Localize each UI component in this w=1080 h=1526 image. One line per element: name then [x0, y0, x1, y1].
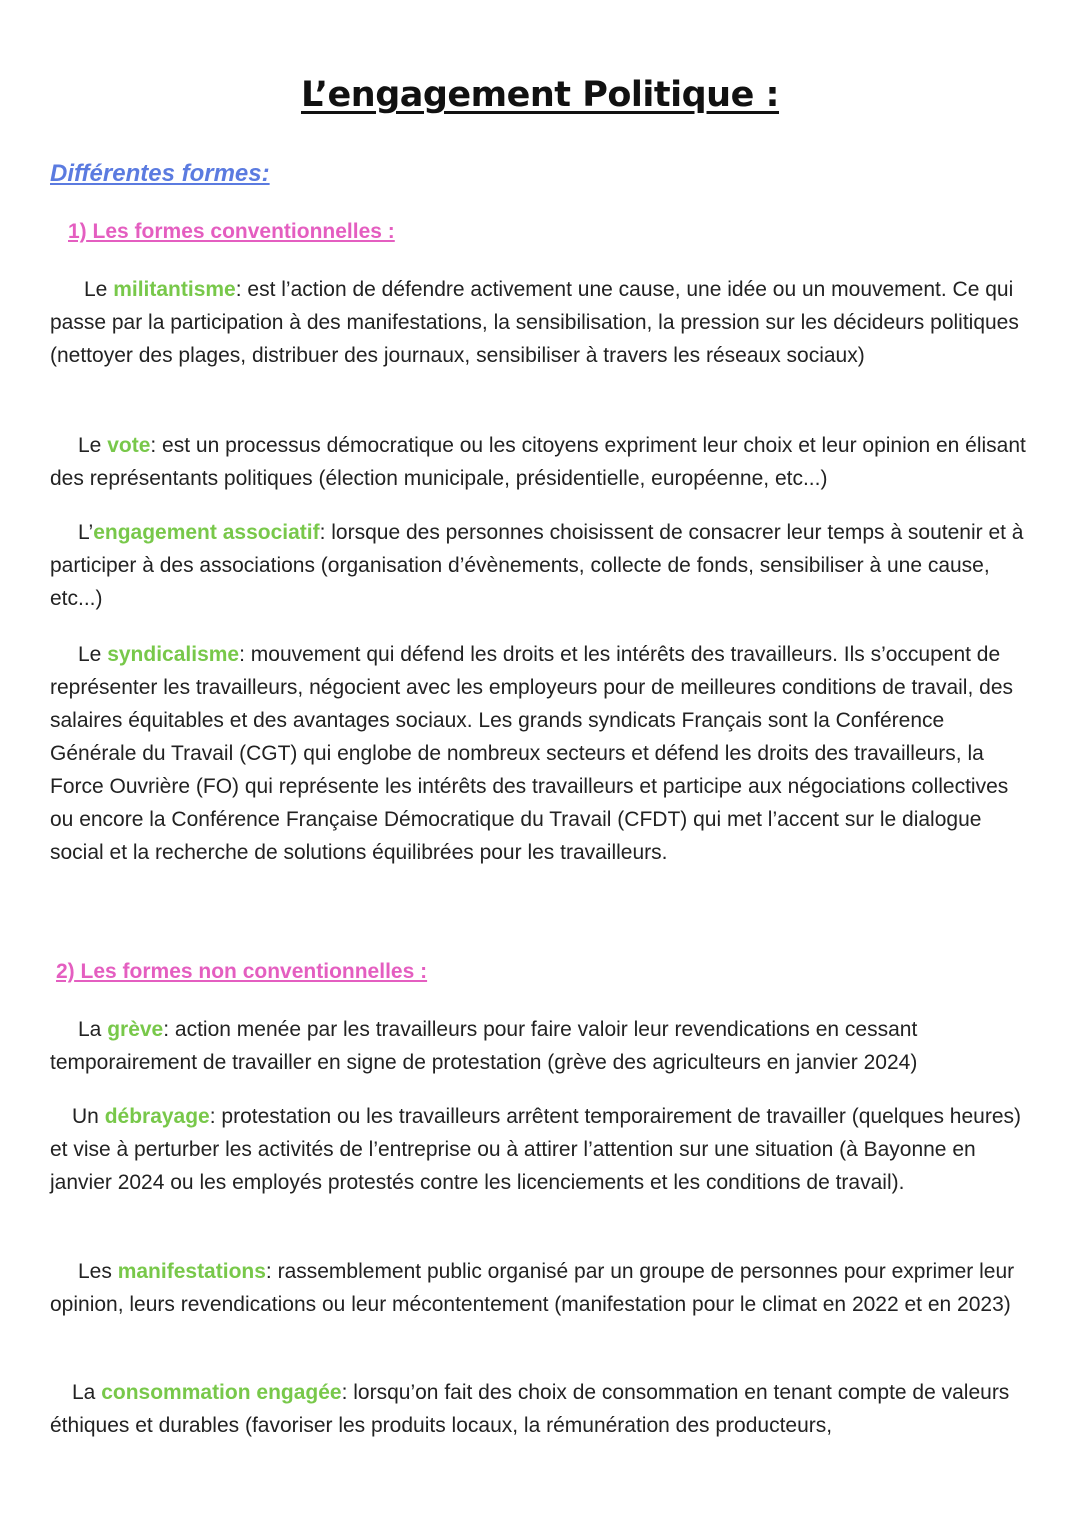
definition-text: : lorsque des personnes choisissent de consacrer leur temps à soutenir et à participer à des associations (organisation d’évènements, collecte de fonds, sensibiliser à une cause, etc...) [50, 521, 1024, 610]
lead-word: Le [78, 434, 108, 457]
subheading-number: 2) [56, 960, 75, 983]
keyword-debrayage: débrayage [104, 1105, 210, 1128]
paragraph-debrayage [50, 1100, 1035, 1199]
lead-word: Le [78, 643, 108, 666]
lead-word: Les [78, 1260, 118, 1283]
keyword-greve: grève [107, 1018, 164, 1041]
definition-text: : mouvement qui défend les droits et les intérêts des travailleurs. Ils s’occupent de représenter les travailleurs, négocient avec les employeurs pour de meilleures conditions de travail, des salaires équitables et des avantages sociaux. Les grands syndicats Français sont la Conférence Générale du Travail (CGT) qui englobe de nombreux secteurs et défend les droits des travailleurs, la Force Ouvrière (FO) qui représente les intérêts des travailleurs et participe aux négociations collectives ou encore la Conférence Française Démocratique du Travail (CFDT) qui met l’accent sur le dialogue social et la recherche de solutions équilibrées pour les travailleurs. [50, 643, 1013, 864]
lead-word: La [72, 1381, 102, 1404]
paragraph-vote [50, 429, 1035, 495]
subheading-label: Les formes conventionnelles : [86, 220, 395, 243]
paragraph-syndicalisme [50, 638, 1035, 869]
paragraph-consommation-engagee [50, 1376, 1035, 1442]
keyword-engagement-associatif: engagement associatif [93, 521, 320, 544]
subheading-number: 1) [68, 220, 87, 243]
paragraph-engagement-associatif [50, 516, 1035, 615]
keyword-manifestations: manifestations [117, 1260, 266, 1283]
lead-word: Le [84, 278, 114, 301]
subheading-label: Les formes non conventionnelles : [74, 960, 428, 983]
paragraph-greve [50, 1013, 1035, 1079]
definition-text: : action menée par les travailleurs pour faire valoir leur revendications en cessant temporairement de travailler en signe de protestation (grève des agriculteurs en janvier 2024) [50, 1018, 918, 1074]
section-heading: Différentes formes: [50, 160, 270, 187]
lead-word: La [78, 1018, 108, 1041]
definition-text: : rassemblement public organisé par un groupe de personnes pour exprimer leur opinion, leurs revendications ou leur mécontentement (manifestation pour le climat en 2022 et en 2023) [50, 1260, 1015, 1316]
subheading-conventional [68, 220, 395, 244]
keyword-militantisme: militantisme [113, 278, 236, 301]
keyword-syndicalisme: syndicalisme [107, 643, 240, 666]
subheading-unconventional [56, 960, 427, 984]
definition-text: : protestation ou les travailleurs arrêtent temporairement de travailler (quelques heures) et vise à perturber les activités de l’entreprise ou à attirer l’attention sur une situation (à Bayonne en janvier 2024 ou les employés protestés contre les licenciements et les conditions de travail). [50, 1105, 1021, 1194]
keyword-consommation-engagee: consommation engagée [101, 1381, 342, 1404]
definition-text: : est l’action de défendre activement une cause, une idée ou un mouvement. Ce qui passe par la participation à des manifestations, la sensibilisation, la pression sur les décideurs politiques (nettoyer des plages, distribuer des journaux, sensibiliser à travers les réseaux sociaux) [50, 278, 1019, 367]
definition-text: : lorsqu’on fait des choix de consommation en tenant compte de valeurs éthiques et durables (favoriser les produits locaux, la rémunération des producteurs, [50, 1381, 1010, 1437]
lead-word: L’ [78, 521, 94, 544]
keyword-vote: vote [107, 434, 151, 457]
paragraph-manifestations [50, 1255, 1035, 1321]
paragraph-militantisme [50, 273, 1035, 372]
page-title: L’engagement Politique : [300, 75, 780, 116]
lead-word: Un [72, 1105, 105, 1128]
definition-text: : est un processus démocratique ou les citoyens expriment leur choix et leur opinion en élisant des représentants politiques (élection municipale, présidentielle, européenne, etc...) [50, 434, 1026, 490]
